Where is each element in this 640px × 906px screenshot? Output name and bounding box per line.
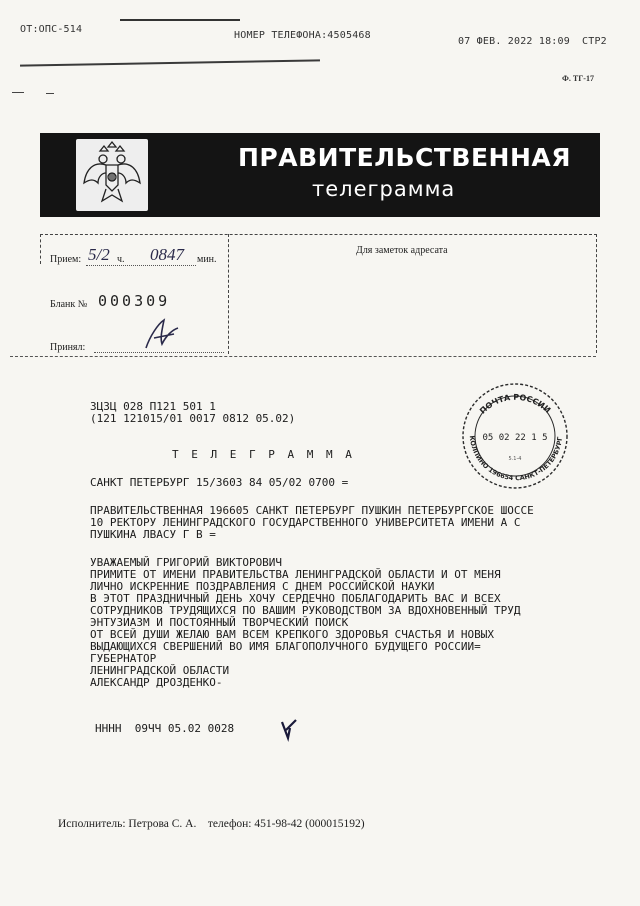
accepted-label: Принял: [50, 342, 86, 353]
fax-mark [46, 93, 54, 94]
service-line-2: (121 121015/01 0017 0812 05.02) [90, 412, 296, 425]
banner-title: ПРАВИТЕЛЬСТВЕННАЯ [238, 143, 571, 172]
form-left-edge [40, 234, 41, 264]
form-bottom-line [10, 356, 596, 357]
fax-mark [12, 92, 24, 93]
received-minutes-label: мин. [197, 254, 217, 265]
body-line: УВАЖАЕМЫЙ ГРИГОРИЙ ВИКТОРОВИЧ [90, 556, 283, 569]
origin-line: САНКТ ПЕТЕРБУРГ 15/3603 84 05/02 0700 = [90, 476, 349, 489]
check-mark-icon [278, 716, 302, 744]
address-line: ПУШКИНА ЛВАСУ Г В = [90, 528, 216, 541]
blank-number: 000309 [98, 292, 171, 310]
form-divider [228, 234, 229, 354]
government-banner [40, 133, 600, 217]
body-line: ПРИМИТЕ ОТ ИМЕНИ ПРАВИТЕЛЬСТВА ЛЕНИНГРАДСКОЙ ОБЛАСТИ И ОТ МЕНЯ [90, 568, 501, 581]
notes-label: Для заметок адресата [356, 245, 448, 256]
received-hours-label: ч. [117, 254, 125, 265]
fax-datetime: 07 ФЕВ. 2022 18:09 [458, 36, 570, 47]
svg-text:ПОЧТА РОССИИ [478, 393, 552, 416]
body-line: ЛЕНИНГРАДСКОЙ ОБЛАСТИ [90, 664, 230, 677]
body-line: ВЫДАЮЩИХСЯ СВЕРШЕНИЙ ВО ИМЯ БЛАГОПОЛУЧНОГО БУДУЩЕГО РОССИИ= [90, 640, 481, 653]
stamp-top-text: ПОЧТА РОССИИ [478, 392, 553, 416]
fax-rule [20, 59, 320, 66]
form-code: Ф. ТГ-17 [562, 74, 594, 83]
address-line: ПРАВИТЕЛЬСТВЕННАЯ 196605 САНКТ ПЕТЕРБУРГ ПУШКИН ПЕТЕРБУРГСКОЕ ШОССЕ [90, 504, 534, 517]
banner-subtitle: телеграмма [312, 177, 456, 201]
received-underline [86, 265, 196, 266]
body-line: АЛЕКСАНДР ДРОЗДЕНКО- [90, 676, 223, 689]
fax-page: СТР2 [582, 36, 607, 47]
body-line: ГУБЕРНАТОР [90, 652, 157, 665]
received-day-handwritten: 5/2 [88, 245, 110, 264]
body-line: СОТРУДНИКОВ ТРУДЯЩИХСЯ ПО ВАШИМ РУКОВОДСТВОМ ЗА ВДОХНОВЕННЫЙ ТРУД [90, 604, 521, 617]
coat-of-arms-icon [76, 139, 148, 211]
body-line: ЭНТУЗИАЗМ И ПОСТОЯННЫЙ ТВОРЧЕСКИЙ ПОИСК [90, 616, 349, 629]
signature-scribble-icon [140, 314, 184, 354]
footer-executor: Исполнитель: Петрова С. А. телефон: 451-98-42 (000015192) [58, 818, 365, 830]
body-line: ОТ ВСЕЙ ДУШИ ЖЕЛАЮ ВАМ ВСЕМ КРЕПКОГО ЗДОРОВЬЯ СЧАСТЬЯ И НОВЫХ [90, 628, 494, 641]
service-line-1: ЗЦЗЦ 028 П121 501 1 [90, 400, 216, 413]
fax-phone: НОМЕР ТЕЛЕФОНА:4505468 [234, 30, 371, 41]
body-line: ЛИЧНО ИСКРЕННИЕ ПОЗДРАВЛЕНИЯ С ДНЕМ РОССИЙСКОЙ НАУКИ [90, 580, 435, 593]
stamp-small: 5.1-4 [508, 456, 522, 462]
received-time-handwritten: 0847 [150, 245, 184, 264]
stamp-bottom-text: КОЛПИНО 196654 САНКТ-ПЕТЕРБУРГ [467, 435, 565, 483]
address-line: 10 РЕКТОРУ ЛЕНИНГРАДСКОГО ГОСУДАРСТВЕННОГО УНИВЕРСИТЕТА ИМЕНИ А С [90, 516, 521, 529]
stamp-date: 05 02 22 1 5 [482, 433, 548, 443]
postal-stamp [450, 380, 580, 490]
fax-underline [120, 19, 240, 21]
end-line: НННН 09ЧЧ 05.02 0028 [95, 722, 235, 735]
telegram-heading: Т Е Л Е Г Р А М М А [172, 448, 355, 461]
body-line: В ЭТОТ ПРАЗДНИЧНЫЙ ДЕНЬ ХОЧУ СЕРДЕЧНО ПОБЛАГОДАРИТЬ ВАС И ВСЕХ [90, 592, 501, 605]
received-label: Прием: [50, 254, 82, 265]
fax-sender: ОТ:ОПС-514 [20, 24, 83, 35]
blank-label: Бланк № [50, 299, 88, 310]
